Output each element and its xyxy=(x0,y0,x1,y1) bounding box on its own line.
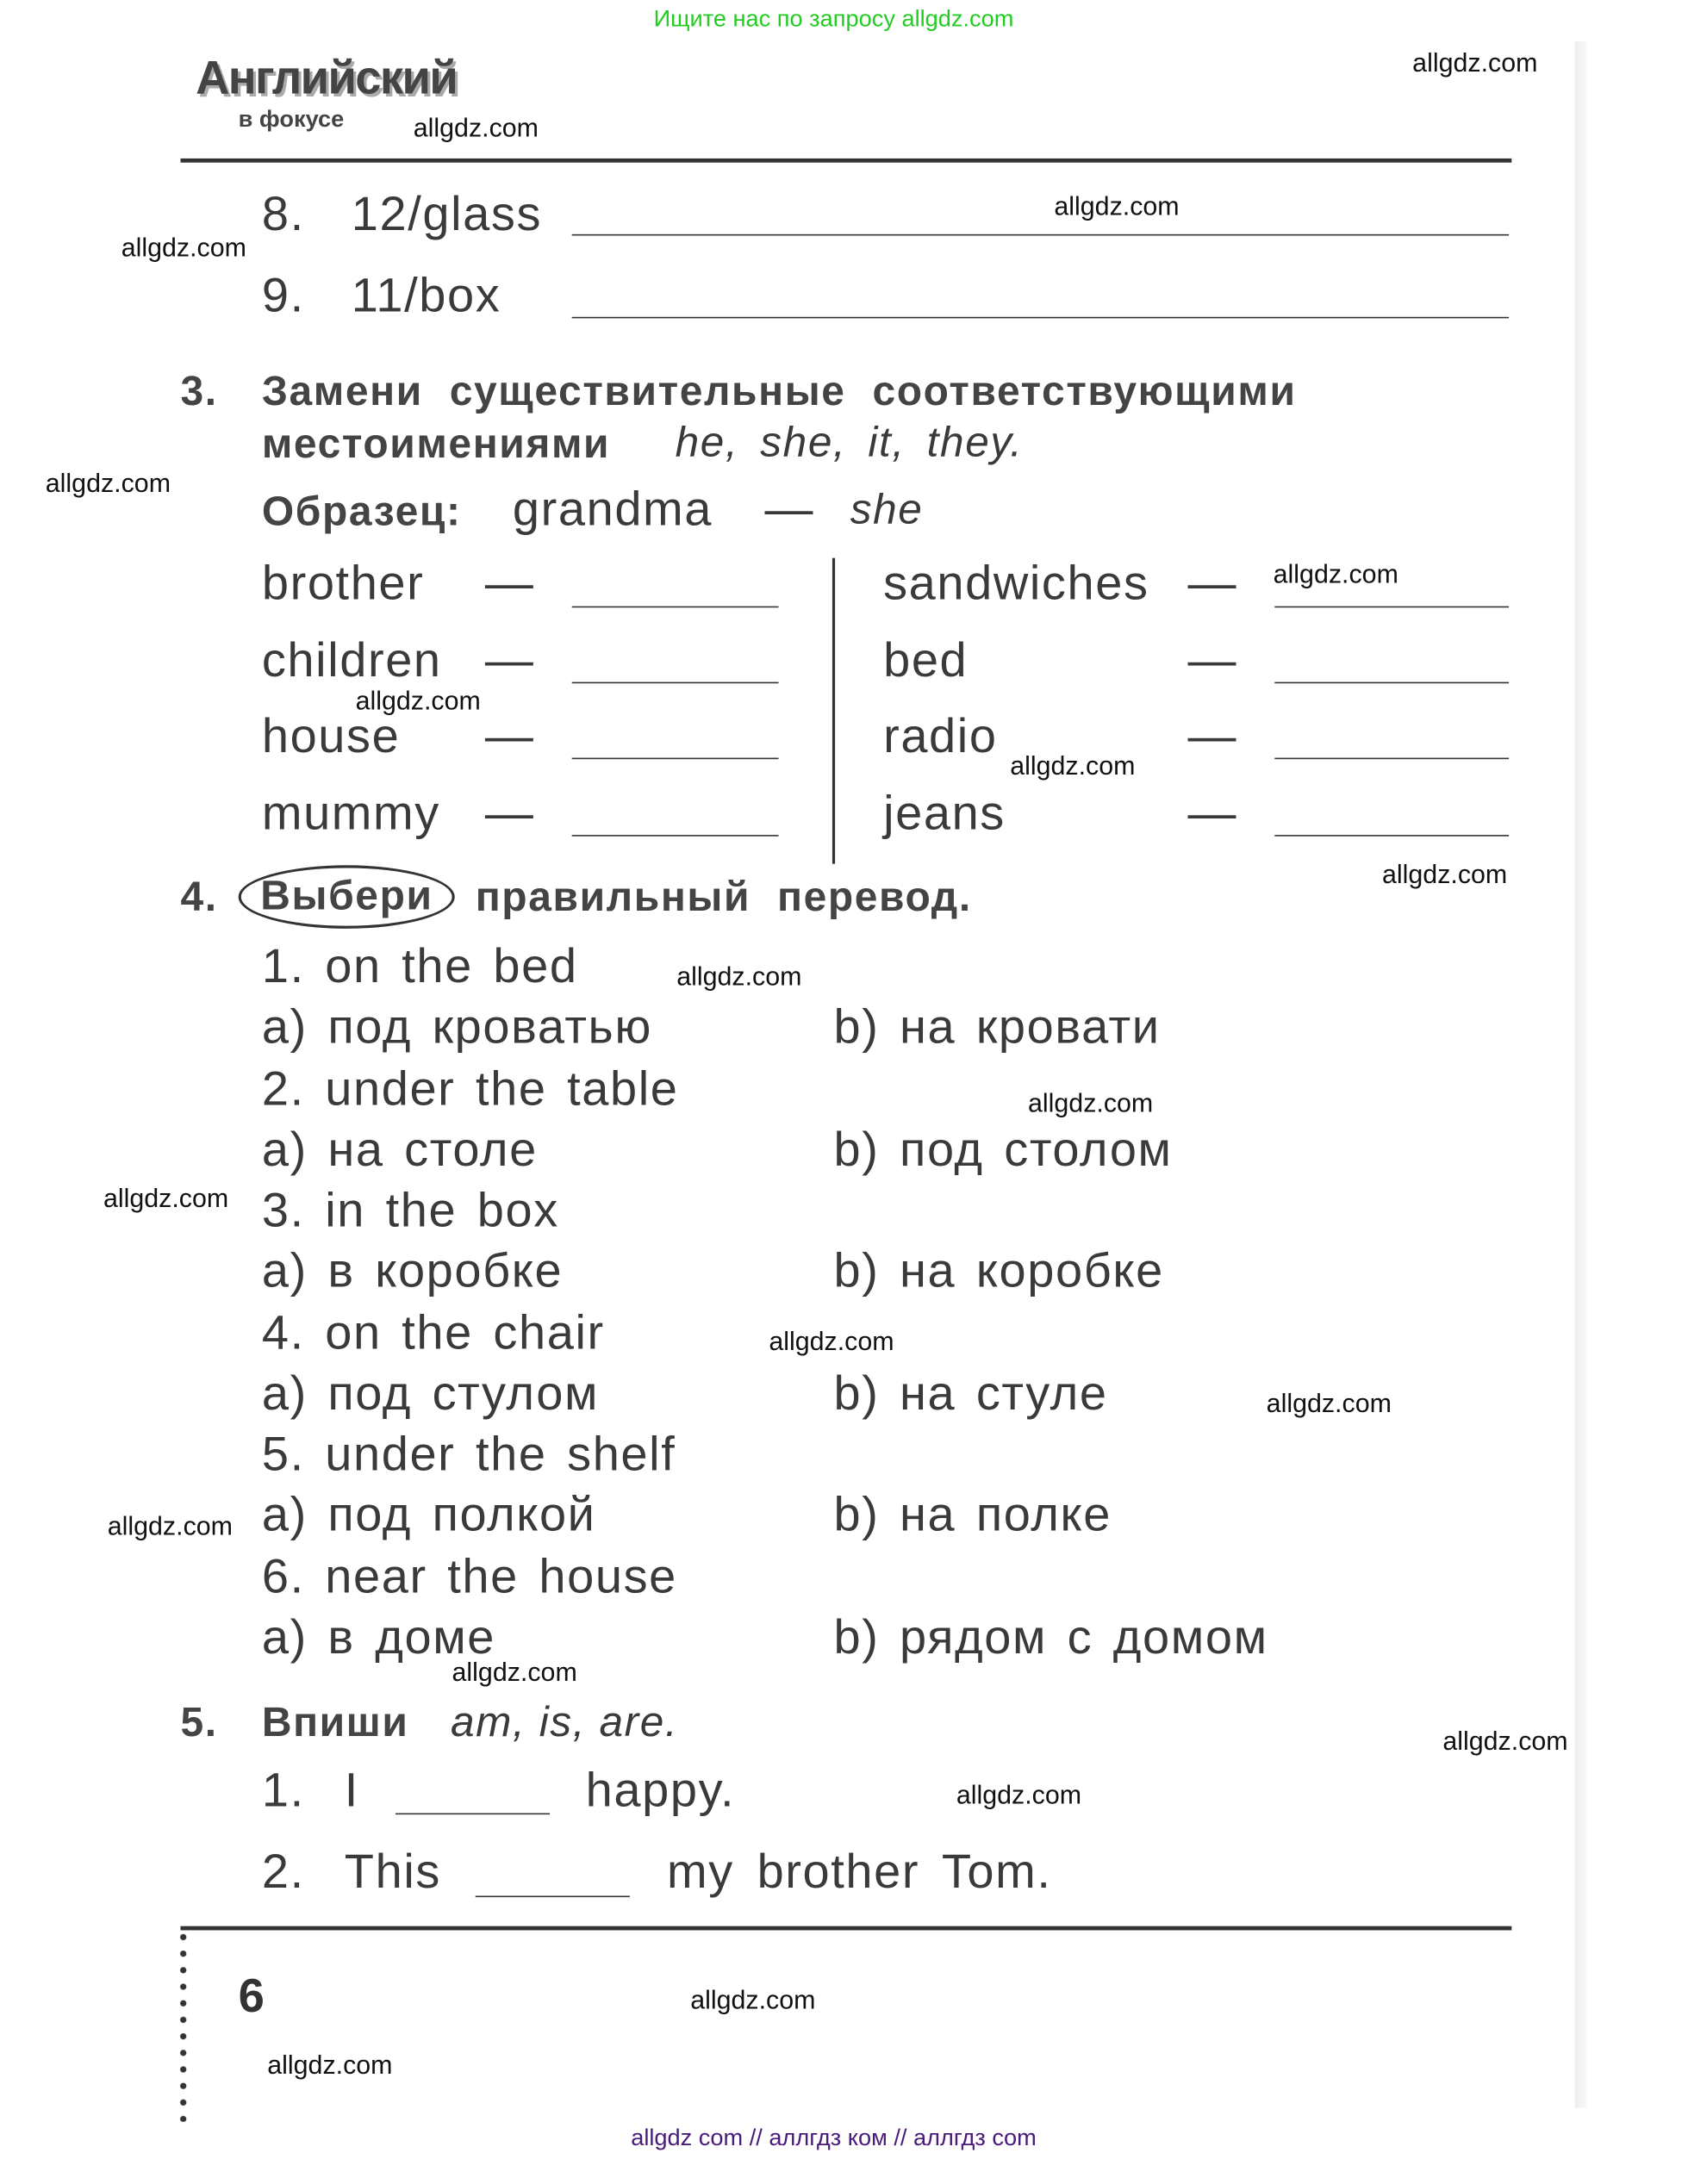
column-divider xyxy=(832,558,835,864)
option-b[interactable]: b) под столом xyxy=(833,1122,1173,1177)
item-number: 2. xyxy=(261,1845,305,1899)
option-a[interactable]: a) в коробке xyxy=(261,1244,564,1298)
top-banner[interactable]: Ищите нас по запросу allgdz.com xyxy=(653,5,1014,32)
dash: — xyxy=(1187,633,1238,688)
question: 3. in the box xyxy=(261,1184,559,1238)
sample-answer: she xyxy=(850,484,924,533)
logo-subtitle: в фокусе xyxy=(238,106,345,133)
watermark: allgdz.com xyxy=(676,962,802,992)
noun: bed xyxy=(883,633,969,688)
pronouns-list: he, she, it, they. xyxy=(675,417,1024,466)
option-b[interactable]: b) на кровати xyxy=(833,1000,1161,1055)
dash: — xyxy=(484,787,535,841)
question: 1. on the bed xyxy=(261,939,578,994)
option-a[interactable]: a) под стулом xyxy=(261,1366,600,1421)
option-b[interactable]: b) рядом с домом xyxy=(833,1610,1268,1664)
page-edge-shadow xyxy=(1575,41,1586,2108)
answer-blank[interactable] xyxy=(476,1895,630,1897)
dash: — xyxy=(1187,787,1238,841)
watermark: allgdz.com xyxy=(1054,192,1180,222)
watermark: allgdz.com xyxy=(107,1512,233,1542)
item-text: my brother Tom. xyxy=(667,1845,1052,1899)
watermark: allgdz.com xyxy=(452,1658,577,1689)
question: 5. under the shelf xyxy=(261,1428,676,1482)
dotted-margin xyxy=(179,1929,188,2122)
answer-blank[interactable] xyxy=(572,607,779,608)
noun: radio xyxy=(883,709,998,763)
option-a[interactable]: a) под кроватью xyxy=(261,1000,652,1055)
footer-rule xyxy=(180,1926,1511,1931)
dash: — xyxy=(484,709,535,763)
exercise-title: Замени существительные соответствующими xyxy=(261,369,1297,415)
dash: — xyxy=(1187,557,1238,611)
answer-blank[interactable] xyxy=(1274,835,1509,837)
option-a[interactable]: a) в доме xyxy=(261,1610,496,1664)
answer-blank[interactable] xyxy=(572,317,1509,319)
item-number: 1. xyxy=(261,1763,305,1818)
watermark: allgdz.com xyxy=(413,114,539,144)
word-list: am, is, are. xyxy=(450,1697,679,1746)
item-text: This xyxy=(344,1845,441,1899)
option-a[interactable]: a) на столе xyxy=(261,1122,538,1177)
noun: jeans xyxy=(883,787,1006,841)
question: 6. near the house xyxy=(261,1550,677,1604)
exercise-number: 4. xyxy=(180,874,218,921)
noun: children xyxy=(261,633,442,688)
footer-links[interactable]: allgdz com // аллгдз ком // аллгдз com xyxy=(631,2124,1037,2151)
page-number: 6 xyxy=(238,1969,265,2023)
watermark: allgdz.com xyxy=(103,1185,229,1214)
watermark: allgdz.com xyxy=(1381,861,1508,891)
exercise-number: 5. xyxy=(180,1700,218,1746)
noun: brother xyxy=(261,557,425,611)
sample-dash: — xyxy=(764,482,815,537)
watermark: allgdz.com xyxy=(355,688,481,717)
item-text: 11/box xyxy=(351,268,501,323)
answer-blank[interactable] xyxy=(1274,607,1509,608)
sample-label: Образец: xyxy=(261,488,462,535)
exercise-title: Впиши xyxy=(261,1700,409,1746)
option-b[interactable]: b) на полке xyxy=(833,1488,1112,1543)
header-rule xyxy=(180,159,1511,163)
noun: house xyxy=(261,709,401,763)
watermark: allgdz.com xyxy=(1010,752,1136,781)
answer-blank[interactable] xyxy=(396,1814,550,1815)
watermark: allgdz.com xyxy=(769,1328,894,1358)
item-number: 9. xyxy=(261,268,305,323)
watermark: allgdz.com xyxy=(121,233,246,264)
sample-word: grandma xyxy=(512,482,713,537)
circled-word: Выбери xyxy=(239,865,456,929)
item-text: I xyxy=(344,1763,359,1818)
item-number: 8. xyxy=(261,187,305,241)
item-text: 12/glass xyxy=(351,187,543,241)
answer-blank[interactable] xyxy=(1274,758,1509,760)
option-a[interactable]: a) под полкой xyxy=(261,1488,596,1543)
watermark: allgdz.com xyxy=(267,2051,393,2081)
exercise-number: 3. xyxy=(180,369,218,415)
watermark: allgdz.com xyxy=(1442,1727,1568,1757)
answer-blank[interactable] xyxy=(572,835,779,837)
dash: — xyxy=(484,633,535,688)
answer-blank[interactable] xyxy=(1274,682,1509,684)
watermark: allgdz.com xyxy=(1412,49,1538,79)
answer-blank[interactable] xyxy=(572,234,1509,236)
logo-title: Английский xyxy=(196,52,458,105)
watermark: allgdz.com xyxy=(1028,1089,1154,1119)
watermark: allgdz.com xyxy=(1273,560,1398,590)
option-b[interactable]: b) на коробке xyxy=(833,1244,1164,1298)
dash: — xyxy=(484,557,535,611)
watermark: allgdz.com xyxy=(690,1987,816,2016)
answer-blank[interactable] xyxy=(572,682,779,684)
watermark: allgdz.com xyxy=(956,1781,1082,1811)
option-b[interactable]: b) на стуле xyxy=(833,1366,1108,1421)
exercise-title-line2: местоимениями xyxy=(261,421,611,468)
watermark: allgdz.com xyxy=(1266,1390,1392,1420)
watermark: allgdz.com xyxy=(45,470,171,499)
noun: sandwiches xyxy=(883,557,1149,611)
question: 2. under the table xyxy=(261,1061,679,1116)
answer-blank[interactable] xyxy=(572,758,779,760)
dash: — xyxy=(1187,709,1238,763)
item-text: happy. xyxy=(585,1763,736,1818)
noun: mummy xyxy=(261,787,440,841)
exercise-title: правильный перевод. xyxy=(475,874,972,921)
question: 4. on the chair xyxy=(261,1305,605,1360)
